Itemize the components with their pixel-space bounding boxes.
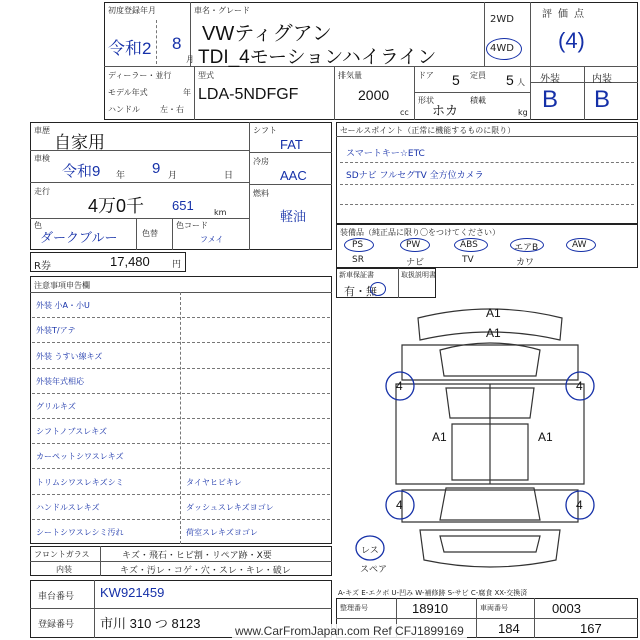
exterior-grade: B	[542, 86, 559, 113]
inspect-label: 車検	[34, 154, 50, 163]
equip-sr: SR	[352, 255, 364, 265]
equipment-title: 装備品（純正品に限り〇をつけてください）	[340, 228, 500, 237]
drive-2wd: 2WD	[490, 14, 514, 25]
recycle-label: R券	[34, 261, 51, 272]
recycle: 17,480	[110, 254, 150, 269]
fuel-label: 燃料	[253, 189, 269, 198]
usage-label: 車歴	[34, 126, 50, 135]
inspect-era: 令和9	[62, 163, 101, 180]
damage-mark-front-2: A1	[486, 326, 501, 340]
type-label: 型式	[198, 71, 214, 80]
note-left-6: カーペットシワスレキズ	[36, 452, 124, 462]
plate-number: 市川 310 つ 8123	[100, 616, 201, 631]
watermark: www.CarFromJapan.com Ref CFJ1899169	[232, 624, 467, 638]
note-left-4: グリルキズ	[36, 402, 76, 411]
exterior-label: 外装	[540, 74, 560, 85]
equip-navi: ナビ	[406, 258, 425, 268]
capacity: 5	[506, 72, 514, 88]
model-type: LDA-5NDFGF	[198, 86, 299, 103]
note-left-0: 外装 小A・小U	[36, 301, 90, 311]
notes-title: 注意事項申告欄	[34, 281, 90, 290]
equip-tv: TV	[462, 255, 474, 265]
displacement-label: 排気量	[338, 71, 362, 80]
glass-value: キズ・飛石・ヒビ割・リペア跡・X要	[122, 551, 272, 561]
note-left-3: 外装年式相応	[36, 376, 84, 386]
lot-value-4: 167	[580, 621, 602, 636]
plate-label: 登録番号	[38, 620, 75, 630]
lot-value-3: 184	[498, 621, 520, 636]
model-year-label: モデル年式	[108, 88, 148, 97]
dealer-label: ディーラー・並行	[108, 71, 172, 80]
note-left-9: シートシワスレシミ汚れ	[36, 528, 124, 537]
tire-mark-fr: 4	[576, 379, 583, 393]
score-label: 評価点	[542, 9, 590, 20]
color-code: フメイ	[200, 235, 224, 244]
lot-number-2: 0003	[552, 601, 581, 616]
km-unit: km	[214, 208, 227, 217]
ac-label: 冷房	[253, 157, 269, 166]
manual-label: 取扱説明書	[401, 271, 436, 279]
person-unit: 人	[517, 78, 525, 87]
sales-line-2: SDナビ フルセグTV 全方位カメラ	[346, 171, 484, 181]
damage-mark-left: A1	[432, 430, 447, 444]
note-left-7: トリムシワスレキズシミ	[36, 477, 124, 487]
damage-legend: A-キズ E-エクボ U-凹み W-補修跡 S-サビ C-腐食 XX-交換済	[338, 589, 528, 597]
shape: ホカ	[432, 103, 459, 118]
handle-label: ハンドル	[108, 105, 140, 114]
damage-mark-front-1: A1	[486, 306, 501, 320]
door-label: ドア	[418, 71, 434, 80]
mileage-label: 走行	[34, 187, 50, 196]
tire-mark-rl: 4	[396, 498, 403, 512]
doors: 5	[452, 72, 460, 88]
color-swap-label: 色替	[142, 229, 158, 238]
equip-ps: PS	[352, 240, 364, 250]
tire-mark-fl: 4	[396, 379, 403, 393]
equip-aw: AW	[572, 240, 587, 250]
reg-era: 令和2	[108, 39, 152, 58]
color-label: 色	[34, 221, 42, 230]
glass-label: フロントガラス	[34, 550, 90, 559]
interior-row-label: 内装	[56, 565, 72, 574]
load-label: 積載	[470, 96, 486, 105]
sales-title: セールスポイント（正常に機能するものに限り）	[340, 126, 516, 135]
capacity-label: 定員	[470, 71, 486, 80]
spare-label: スペア	[360, 565, 388, 575]
equip-airbag: エアB	[514, 243, 539, 253]
kg-unit: kg	[518, 108, 528, 117]
inspect-month: 9	[152, 160, 161, 177]
mileage-main: 4万0千	[88, 196, 145, 216]
yen-unit: 円	[172, 260, 182, 270]
year-unit: 年	[183, 88, 191, 97]
damage-mark-right: A1	[538, 430, 553, 444]
car-name-label: 車名・グレード	[194, 6, 250, 15]
interior-grade: B	[594, 86, 611, 113]
note-right-8: ダッシュスレキズヨゴレ	[186, 502, 274, 512]
lot-number-1: 18910	[412, 601, 449, 616]
cc-unit: cc	[400, 108, 409, 117]
interior-label: 内装	[592, 74, 612, 85]
note-left-5: シフトノブスレキズ	[36, 427, 108, 437]
shape-label: 形状	[418, 96, 434, 105]
warranty-value: 有・無	[344, 285, 377, 298]
reg-month: 8	[172, 34, 182, 53]
color: ダークブルー	[40, 230, 118, 245]
equip-abs: ABS	[460, 240, 478, 250]
lot-label-2: 車両番号	[480, 604, 508, 612]
inspect-year-unit: 年	[116, 171, 126, 181]
chassis-number: KW921459	[100, 585, 165, 600]
note-right-7: タイヤヒビキレ	[186, 477, 242, 487]
chassis-label: 車台番号	[38, 592, 75, 602]
handle-options: 左・右	[160, 105, 184, 114]
mileage-sub: 651	[172, 198, 194, 213]
interior-row-value: キズ・汚レ・コゲ・穴・スレ・キレ・破レ	[120, 566, 291, 576]
usage: 自家用	[54, 133, 105, 152]
note-left-1: 外装T/アテ	[36, 326, 76, 336]
sales-line-1: スマートキー☆ETC	[346, 149, 425, 159]
note-left-2: 外装 うすい線キズ	[36, 351, 103, 361]
displacement: 2000	[358, 87, 390, 103]
reg-month-unit: 月	[186, 55, 194, 64]
inspect-month-unit: 月	[168, 171, 178, 181]
lot-label-1: 整理番号	[340, 604, 368, 612]
score-value: (4)	[558, 28, 585, 53]
drive-4wd: 4WD	[490, 43, 514, 54]
note-left-8: ハンドルスレキズ	[36, 502, 100, 512]
warranty-label: 新車保証書	[339, 271, 374, 279]
ac: AAC	[280, 168, 307, 183]
note-right-9: 荷室スレキズヨゴレ	[186, 528, 258, 537]
equip-leather: カワ	[516, 258, 535, 268]
shift: FAT	[280, 137, 303, 152]
equip-pw: PW	[406, 240, 421, 250]
car-grade: TDI_4モーションハイライン	[198, 47, 437, 68]
tire-mark-rr: 4	[576, 498, 583, 512]
spare-mark: レス	[361, 546, 379, 556]
fuel: 軽油	[280, 209, 307, 224]
car-name: VWティグアン	[202, 23, 332, 45]
inspect-day-unit: 日	[224, 171, 234, 181]
reg-date-label: 初度登録年月	[108, 6, 156, 15]
color-code-label: 色コード	[176, 221, 208, 230]
shift-label: シフト	[253, 126, 277, 135]
